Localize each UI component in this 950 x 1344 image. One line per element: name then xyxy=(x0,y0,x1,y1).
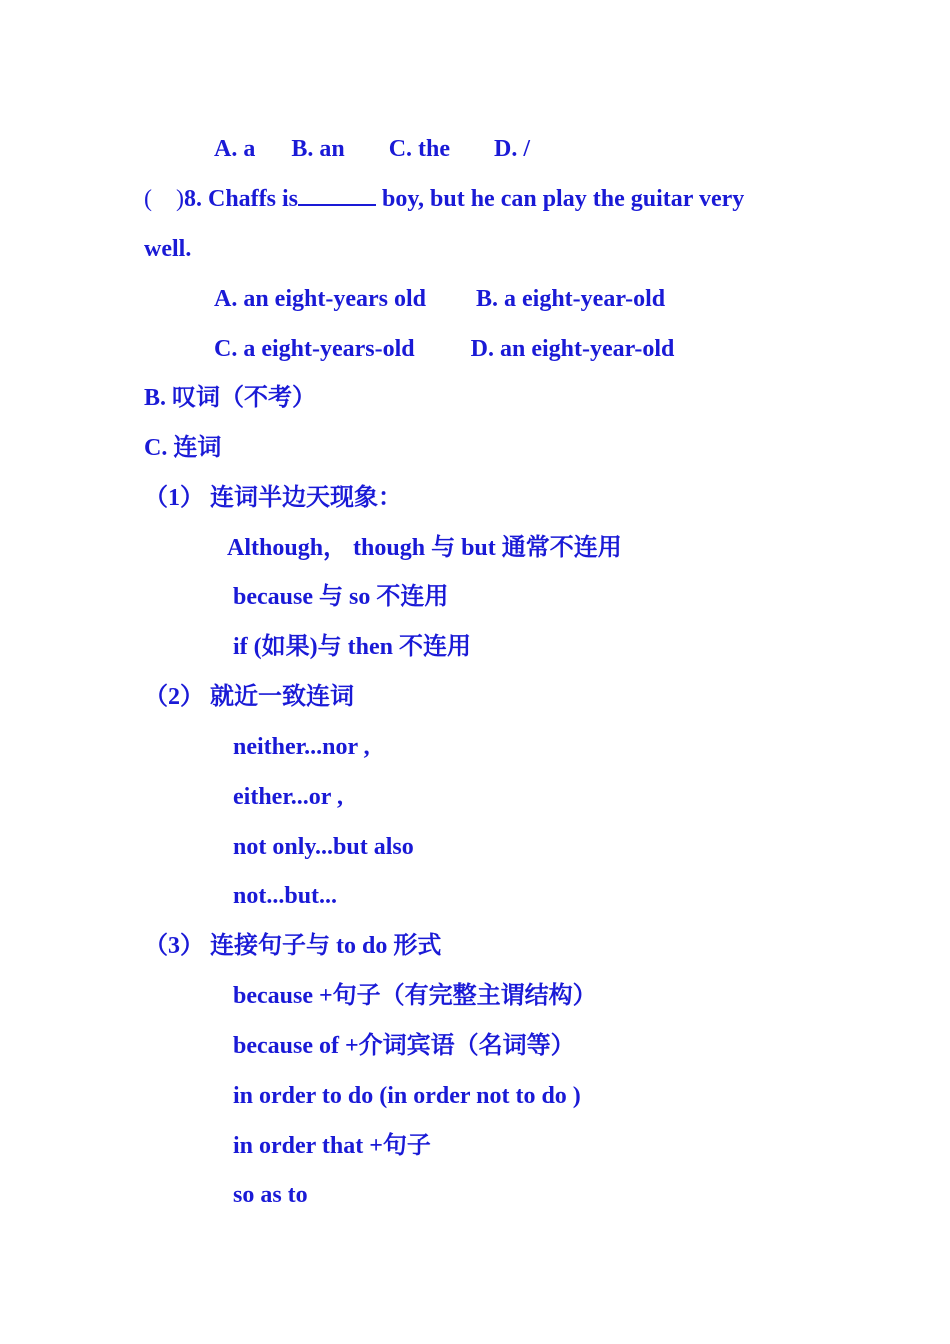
q8-suffix: boy, but he can play the guitar very xyxy=(376,186,745,212)
sub3-item: in order that +句子 xyxy=(233,1133,431,1159)
q8-option-d: D. an eight-year-old xyxy=(470,336,675,362)
q8-option-b: B. a eight-year-old xyxy=(476,286,666,312)
q8-stem xyxy=(144,184,744,214)
sub2-item: either...or , xyxy=(233,784,343,810)
sub2-item: not only...but also xyxy=(233,834,414,860)
q8-options-row1 xyxy=(214,284,665,314)
sub3-heading: （3） 连接句子与 to do 形式 xyxy=(144,933,442,959)
sub1-item: because 与 so 不连用 xyxy=(233,584,449,610)
q8-continuation: well. xyxy=(144,236,192,262)
sub3-item: so as to xyxy=(233,1182,308,1208)
sub3-item: in order to do (in order not to do ) xyxy=(233,1083,581,1109)
q7-option-d: D. / xyxy=(494,136,531,162)
answer-blank xyxy=(298,184,376,206)
q7-option-b: B. an xyxy=(291,136,345,162)
sub1-heading: （1） 连词半边天现象： xyxy=(144,485,402,511)
sub1-item: Although， though 与 but 通常不连用 xyxy=(227,535,622,561)
section-b-heading: B. 叹词（不考） xyxy=(144,385,317,411)
q8-options-row2 xyxy=(214,334,674,364)
q7-option-a: A. a xyxy=(214,136,256,162)
q7-options xyxy=(214,134,530,164)
sub1-item: if (如果)与 then 不连用 xyxy=(233,634,471,660)
q8-prefix: 8. Chaffs is xyxy=(183,186,298,212)
q7-option-c: C. the xyxy=(388,136,451,162)
sub3-item: because of +介词宾语（名词等） xyxy=(233,1033,575,1059)
sub3-item: because +句子（有完整主谓结构） xyxy=(233,983,597,1009)
answer-bracket: ( ) xyxy=(144,186,184,212)
q8-option-c: C. a eight-years-old xyxy=(214,336,415,362)
sub2-heading: （2） 就近一致连词 xyxy=(144,684,354,710)
sub2-item: not...but... xyxy=(233,883,338,909)
sub2-item: neither...nor , xyxy=(233,734,370,760)
section-c-heading: C. 连词 xyxy=(144,435,222,461)
q8-option-a: A. an eight-years old xyxy=(214,286,426,312)
